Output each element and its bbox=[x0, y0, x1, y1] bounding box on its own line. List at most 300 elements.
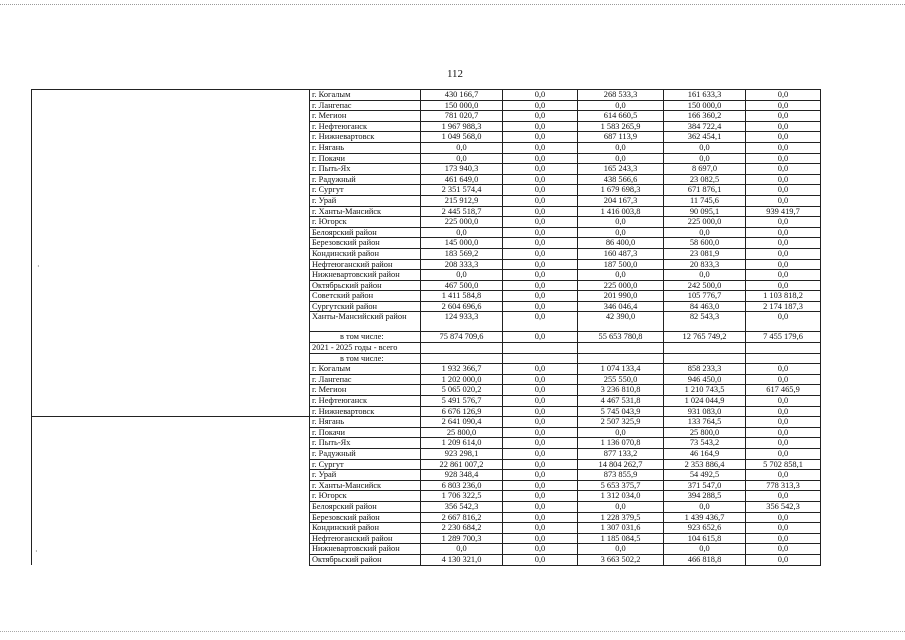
value-cell-c5: 0,0 bbox=[746, 512, 821, 523]
value-cell-c3: 42 390,0 bbox=[578, 312, 664, 332]
value-cell-c3: 3 236 810,8 bbox=[578, 385, 664, 396]
value-cell-total: 1 049 568,0 bbox=[421, 132, 503, 143]
value-cell-c4: 23 081,9 bbox=[664, 248, 746, 259]
blank-column-cell bbox=[32, 90, 310, 101]
value-cell-c2: 0,0 bbox=[503, 206, 578, 217]
row-name-cell: Нефтеюганский район bbox=[310, 533, 421, 544]
value-cell-c4: 73 543,2 bbox=[664, 438, 746, 449]
value-cell-c3: 55 653 780,8 bbox=[578, 332, 664, 343]
row-name-cell: в том числе: bbox=[310, 332, 421, 343]
scan-bottom-edge bbox=[0, 631, 905, 632]
value-cell-c3: 255 550,0 bbox=[578, 374, 664, 385]
row-name-cell: г. Лангепас bbox=[310, 100, 421, 111]
table-row bbox=[32, 364, 821, 375]
value-cell-c5: 0,0 bbox=[746, 491, 821, 502]
value-cell-c5: 0,0 bbox=[746, 248, 821, 259]
value-cell-c5: 939 419,7 bbox=[746, 206, 821, 217]
value-cell-c3: 0,0 bbox=[578, 153, 664, 164]
value-cell-c5 bbox=[746, 353, 821, 364]
blank-column-cell bbox=[32, 227, 310, 238]
value-cell-c2: 0,0 bbox=[503, 332, 578, 343]
value-cell-c2: 0,0 bbox=[503, 374, 578, 385]
value-cell-c5: 0,0 bbox=[746, 533, 821, 544]
value-cell-total: 215 912,9 bbox=[421, 195, 503, 206]
value-cell-c2: 0,0 bbox=[503, 195, 578, 206]
table-row bbox=[32, 100, 821, 111]
value-cell-c4: 0,0 bbox=[664, 153, 746, 164]
blank-column-cell bbox=[32, 153, 310, 164]
row-name-cell: Сургутский район bbox=[310, 301, 421, 312]
blank-column-cell bbox=[32, 554, 310, 565]
blank-column-cell bbox=[32, 533, 310, 544]
value-cell-c5: 0,0 bbox=[746, 238, 821, 249]
blank-column-cell bbox=[32, 301, 310, 312]
row-name-cell: Ханты-Мансийский район bbox=[310, 312, 421, 332]
blank-column-cell bbox=[32, 332, 310, 343]
value-cell-c4: 54 492,5 bbox=[664, 470, 746, 481]
value-cell-c4: 133 764,5 bbox=[664, 417, 746, 428]
blank-column-cell bbox=[32, 512, 310, 523]
table-row bbox=[32, 142, 821, 153]
table-row bbox=[32, 291, 821, 302]
value-cell-c2: 0,0 bbox=[503, 227, 578, 238]
value-cell-c2: 0,0 bbox=[503, 406, 578, 417]
table-row bbox=[32, 554, 821, 565]
scan-top-edge bbox=[0, 4, 905, 5]
table-row bbox=[32, 374, 821, 385]
value-cell-c5: 0,0 bbox=[746, 259, 821, 270]
value-cell-c5: 0,0 bbox=[746, 100, 821, 111]
value-cell-c3: 5 745 043,9 bbox=[578, 406, 664, 417]
value-cell-total bbox=[421, 353, 503, 364]
blank-column-cell bbox=[32, 523, 310, 534]
value-cell-c4: 858 233,3 bbox=[664, 364, 746, 375]
value-cell-c4: 2 353 886,4 bbox=[664, 459, 746, 470]
value-cell-c3: 873 855,9 bbox=[578, 470, 664, 481]
row-name-cell: г. Нефтеюганск bbox=[310, 121, 421, 132]
value-cell-c2: 0,0 bbox=[503, 217, 578, 228]
value-cell-c4: 0,0 bbox=[664, 270, 746, 281]
value-cell-c5: 0,0 bbox=[746, 217, 821, 228]
value-cell-c5: 0,0 bbox=[746, 195, 821, 206]
value-cell-c3: 5 653 375,7 bbox=[578, 480, 664, 491]
value-cell-c3: 1 136 070,8 bbox=[578, 438, 664, 449]
value-cell-c2: 0,0 bbox=[503, 174, 578, 185]
row-name-cell: г. Когалым bbox=[310, 364, 421, 375]
value-cell-c3: 165 243,3 bbox=[578, 164, 664, 175]
value-cell-c3: 687 113,9 bbox=[578, 132, 664, 143]
value-cell-c2: 0,0 bbox=[503, 90, 578, 101]
value-cell-c5: 0,0 bbox=[746, 470, 821, 481]
row-name-cell: Березовский район bbox=[310, 512, 421, 523]
value-cell-c2: 0,0 bbox=[503, 449, 578, 460]
table-row bbox=[32, 523, 821, 534]
value-cell-c5: 356 542,3 bbox=[746, 501, 821, 512]
value-cell-c4: 1 439 436,7 bbox=[664, 512, 746, 523]
value-cell-c3 bbox=[578, 353, 664, 364]
value-cell-total: 1 411 584,8 bbox=[421, 291, 503, 302]
value-cell-c5: 0,0 bbox=[746, 406, 821, 417]
value-cell-c5: 0,0 bbox=[746, 427, 821, 438]
value-cell-total: 356 542,3 bbox=[421, 501, 503, 512]
value-cell-c5: 0,0 bbox=[746, 90, 821, 101]
value-cell-c4: 384 722,4 bbox=[664, 121, 746, 132]
row-name-cell: Кондинский район bbox=[310, 523, 421, 534]
value-cell-c5: 0,0 bbox=[746, 121, 821, 132]
value-cell-c2: 0,0 bbox=[503, 301, 578, 312]
blank-column-cell bbox=[32, 364, 310, 375]
value-cell-c5: 0,0 bbox=[746, 438, 821, 449]
value-cell-c2: 0,0 bbox=[503, 364, 578, 375]
value-cell-total: 2 604 696,6 bbox=[421, 301, 503, 312]
value-cell-c3: 204 167,3 bbox=[578, 195, 664, 206]
row-name-cell: г. Урай bbox=[310, 195, 421, 206]
value-cell-c2: 0,0 bbox=[503, 291, 578, 302]
blank-column-cell bbox=[32, 491, 310, 502]
value-cell-total: 781 020,7 bbox=[421, 111, 503, 122]
value-cell-total: 225 000,0 bbox=[421, 217, 503, 228]
table-row bbox=[32, 491, 821, 502]
value-cell-c4: 90 095,1 bbox=[664, 206, 746, 217]
value-cell-c2: 0,0 bbox=[503, 554, 578, 565]
value-cell-c3: 1 185 084,5 bbox=[578, 533, 664, 544]
table-row bbox=[32, 396, 821, 407]
value-cell-c5: 0,0 bbox=[746, 449, 821, 460]
value-cell-total: 0,0 bbox=[421, 153, 503, 164]
value-cell-total: 5 065 020,2 bbox=[421, 385, 503, 396]
value-cell-total: 1 706 322,5 bbox=[421, 491, 503, 502]
value-cell-c2: 0,0 bbox=[503, 100, 578, 111]
value-cell-c5: 617 465,9 bbox=[746, 385, 821, 396]
table-row bbox=[32, 533, 821, 544]
row-name-cell: Нефтеюганский район bbox=[310, 259, 421, 270]
value-cell-total: 0,0 bbox=[421, 227, 503, 238]
value-cell-c3: 2 507 325,9 bbox=[578, 417, 664, 428]
value-cell-total: 1 932 366,7 bbox=[421, 364, 503, 375]
table-row bbox=[32, 206, 821, 217]
blank-column-cell bbox=[32, 417, 310, 428]
value-cell-total: 2 641 090,4 bbox=[421, 417, 503, 428]
row-name-cell: г. Лангепас bbox=[310, 374, 421, 385]
value-cell-c4: 931 083,0 bbox=[664, 406, 746, 417]
blank-column-cell bbox=[32, 270, 310, 281]
value-cell-c2: 0,0 bbox=[503, 544, 578, 555]
value-cell-c2: 0,0 bbox=[503, 238, 578, 249]
value-cell-c5: 0,0 bbox=[746, 270, 821, 281]
value-cell-c3: 614 660,5 bbox=[578, 111, 664, 122]
value-cell-c4: 20 833,3 bbox=[664, 259, 746, 270]
page-number: 112 bbox=[446, 68, 464, 80]
blank-column-cell bbox=[32, 121, 310, 132]
value-cell-c4: 671 876,1 bbox=[664, 185, 746, 196]
table-row bbox=[32, 121, 821, 132]
value-cell-c4: 1 024 044,9 bbox=[664, 396, 746, 407]
value-cell-c4: 84 463,0 bbox=[664, 301, 746, 312]
value-cell-total: 0,0 bbox=[421, 544, 503, 555]
value-cell-c4: 371 547,0 bbox=[664, 480, 746, 491]
value-cell-c5: 5 702 858,1 bbox=[746, 459, 821, 470]
value-cell-total: 923 298,1 bbox=[421, 449, 503, 460]
value-cell-c5: 0,0 bbox=[746, 364, 821, 375]
row-name-cell: г. Нефтеюганск bbox=[310, 396, 421, 407]
row-name-cell: г. Пыть-Ях bbox=[310, 438, 421, 449]
table-row bbox=[32, 512, 821, 523]
value-cell-c3: 438 566,6 bbox=[578, 174, 664, 185]
value-cell-c4: 12 765 749,2 bbox=[664, 332, 746, 343]
blank-column-cell bbox=[32, 438, 310, 449]
row-name-cell: г. Ханты-Мансийск bbox=[310, 206, 421, 217]
value-cell-c2: 0,0 bbox=[503, 523, 578, 534]
value-cell-c5: 1 103 818,2 bbox=[746, 291, 821, 302]
value-cell-c5: 0,0 bbox=[746, 227, 821, 238]
value-cell-c2: 0,0 bbox=[503, 280, 578, 291]
value-cell-c5: 0,0 bbox=[746, 153, 821, 164]
value-cell-c4: 466 818,8 bbox=[664, 554, 746, 565]
value-cell-total: 2 230 684,2 bbox=[421, 523, 503, 534]
value-cell-total: 1 202 000,0 bbox=[421, 374, 503, 385]
value-cell-c2: 0,0 bbox=[503, 480, 578, 491]
table-row bbox=[32, 449, 821, 460]
blank-column-cell bbox=[32, 353, 310, 364]
value-cell-total: 1 289 700,3 bbox=[421, 533, 503, 544]
value-cell-c4: 82 543,3 bbox=[664, 312, 746, 332]
value-cell-c3: 1 416 003,8 bbox=[578, 206, 664, 217]
value-cell-c4: 105 776,7 bbox=[664, 291, 746, 302]
value-cell-c4: 0,0 bbox=[664, 501, 746, 512]
value-cell-c2: 0,0 bbox=[503, 512, 578, 523]
value-cell-c3: 0,0 bbox=[578, 501, 664, 512]
value-cell-c2: 0,0 bbox=[503, 427, 578, 438]
value-cell-c5: 0,0 bbox=[746, 185, 821, 196]
value-cell-c3: 0,0 bbox=[578, 142, 664, 153]
blank-column-cell bbox=[32, 217, 310, 228]
row-name-cell: Березовский район bbox=[310, 238, 421, 249]
row-name-cell: Кондинский район bbox=[310, 248, 421, 259]
value-cell-c2: 0,0 bbox=[503, 459, 578, 470]
row-name-cell: г. Нягань bbox=[310, 417, 421, 428]
value-cell-c5: 0,0 bbox=[746, 374, 821, 385]
row-name-cell: г. Югорск bbox=[310, 491, 421, 502]
table-row bbox=[32, 259, 821, 270]
value-cell-c5: 0,0 bbox=[746, 523, 821, 534]
value-cell-c5: 0,0 bbox=[746, 111, 821, 122]
value-cell-c2: 0,0 bbox=[503, 491, 578, 502]
table-row bbox=[32, 270, 821, 281]
value-cell-c5: 0,0 bbox=[746, 280, 821, 291]
value-cell-c4: 0,0 bbox=[664, 544, 746, 555]
table-row bbox=[32, 185, 821, 196]
value-cell-c3: 201 990,0 bbox=[578, 291, 664, 302]
value-cell-c4: 1 210 743,5 bbox=[664, 385, 746, 396]
value-cell-c2: 0,0 bbox=[503, 132, 578, 143]
row-name-cell: г. Покачи bbox=[310, 427, 421, 438]
value-cell-c5: 0,0 bbox=[746, 554, 821, 565]
value-cell-c4: 394 288,5 bbox=[664, 491, 746, 502]
value-cell-c4: 362 454,1 bbox=[664, 132, 746, 143]
value-cell-total: 150 000,0 bbox=[421, 100, 503, 111]
blank-column-cell bbox=[32, 132, 310, 143]
row-name-cell: г. Нижневартовск bbox=[310, 132, 421, 143]
value-cell-c3: 268 533,3 bbox=[578, 90, 664, 101]
value-cell-total: 1 209 614,0 bbox=[421, 438, 503, 449]
value-cell-c5: 2 174 187,3 bbox=[746, 301, 821, 312]
blank-column-cell bbox=[32, 291, 310, 302]
table-row bbox=[32, 438, 821, 449]
value-cell-c5: 0,0 bbox=[746, 396, 821, 407]
value-cell-c4: 11 745,6 bbox=[664, 195, 746, 206]
table-row bbox=[32, 343, 821, 354]
value-cell-c4: 946 450,0 bbox=[664, 374, 746, 385]
table-row bbox=[32, 227, 821, 238]
table-row bbox=[32, 427, 821, 438]
value-cell-c3: 0,0 bbox=[578, 100, 664, 111]
row-name-cell: г. Радужный bbox=[310, 174, 421, 185]
blank-column-cell bbox=[32, 480, 310, 491]
blank-column-cell bbox=[32, 312, 310, 332]
blank-column-cell bbox=[32, 544, 310, 555]
value-cell-c3: 0,0 bbox=[578, 217, 664, 228]
value-cell-c5: 0,0 bbox=[746, 417, 821, 428]
row-name-cell: г. Мегион bbox=[310, 385, 421, 396]
blank-column-cell bbox=[32, 174, 310, 185]
blank-column-cell bbox=[32, 459, 310, 470]
value-cell-total: 2 667 816,2 bbox=[421, 512, 503, 523]
row-name-cell: в том числе: bbox=[310, 353, 421, 364]
value-cell-total: 2 445 518,7 bbox=[421, 206, 503, 217]
table-row bbox=[32, 417, 821, 428]
blank-column-cell bbox=[32, 427, 310, 438]
blank-column-cell bbox=[32, 406, 310, 417]
row-name-cell: Белоярский район bbox=[310, 227, 421, 238]
value-cell-total: 430 166,7 bbox=[421, 90, 503, 101]
value-cell-total: 208 333,3 bbox=[421, 259, 503, 270]
value-cell-c5: 7 455 179,6 bbox=[746, 332, 821, 343]
value-cell-c3: 0,0 bbox=[578, 227, 664, 238]
value-cell-c3: 877 133,2 bbox=[578, 449, 664, 460]
row-name-cell: г. Сургут bbox=[310, 459, 421, 470]
row-name-cell: г. Нижневартовск bbox=[310, 406, 421, 417]
value-cell-total: 467 500,0 bbox=[421, 280, 503, 291]
value-cell-c4: 0,0 bbox=[664, 142, 746, 153]
table-row bbox=[32, 480, 821, 491]
row-name-cell: г. Ханты-Мансийск bbox=[310, 480, 421, 491]
row-name-cell: г. Мегион bbox=[310, 111, 421, 122]
table-row bbox=[32, 195, 821, 206]
table-row bbox=[32, 301, 821, 312]
value-cell-c2: 0,0 bbox=[503, 396, 578, 407]
blank-column-cell bbox=[32, 501, 310, 512]
value-cell-c4: 161 633,3 bbox=[664, 90, 746, 101]
value-cell-total: 0,0 bbox=[421, 142, 503, 153]
value-cell-c3: 1 312 034,0 bbox=[578, 491, 664, 502]
blank-column-cell bbox=[32, 142, 310, 153]
value-cell-c4 bbox=[664, 343, 746, 354]
value-cell-c2: 0,0 bbox=[503, 111, 578, 122]
value-cell-c3: 4 467 531,8 bbox=[578, 396, 664, 407]
value-cell-total: 183 569,2 bbox=[421, 248, 503, 259]
value-cell-c4: 225 000,0 bbox=[664, 217, 746, 228]
table-row bbox=[32, 385, 821, 396]
table-row bbox=[32, 332, 821, 343]
value-cell-c2: 0,0 bbox=[503, 164, 578, 175]
value-cell-c4: 242 500,0 bbox=[664, 280, 746, 291]
table-row bbox=[32, 238, 821, 249]
value-cell-c4: 58 600,0 bbox=[664, 238, 746, 249]
value-cell-c3: 346 046,4 bbox=[578, 301, 664, 312]
value-cell-c2 bbox=[503, 343, 578, 354]
table-row bbox=[32, 353, 821, 364]
row-name-cell: г. Урай bbox=[310, 470, 421, 481]
table-row bbox=[32, 459, 821, 470]
scan-mark: · bbox=[35, 547, 38, 556]
value-cell-c2: 0,0 bbox=[503, 501, 578, 512]
table-row bbox=[32, 501, 821, 512]
value-cell-c2: 0,0 bbox=[503, 248, 578, 259]
table-row bbox=[32, 312, 821, 332]
table-row bbox=[32, 280, 821, 291]
value-cell-c3: 3 663 502,2 bbox=[578, 554, 664, 565]
scan-mark: · bbox=[37, 262, 40, 271]
value-cell-total: 928 348,4 bbox=[421, 470, 503, 481]
value-cell-total: 461 649,0 bbox=[421, 174, 503, 185]
value-cell-c2: 0,0 bbox=[503, 438, 578, 449]
value-cell-c3: 1 583 265,9 bbox=[578, 121, 664, 132]
row-name-cell: г. Югорск bbox=[310, 217, 421, 228]
row-name-cell: г. Нягань bbox=[310, 142, 421, 153]
value-cell-total: 173 940,3 bbox=[421, 164, 503, 175]
value-cell-c5: 0,0 bbox=[746, 142, 821, 153]
value-cell-c3: 1 307 031,6 bbox=[578, 523, 664, 534]
value-cell-c4: 104 615,8 bbox=[664, 533, 746, 544]
value-cell-c2: 0,0 bbox=[503, 533, 578, 544]
budget-table bbox=[31, 89, 821, 566]
value-cell-c2: 0,0 bbox=[503, 259, 578, 270]
value-cell-total: 5 491 576,7 bbox=[421, 396, 503, 407]
value-cell-c3: 1 228 379,5 bbox=[578, 512, 664, 523]
value-cell-total: 1 967 988,3 bbox=[421, 121, 503, 132]
value-cell-c3 bbox=[578, 343, 664, 354]
row-name-cell: Октябрьский район bbox=[310, 280, 421, 291]
value-cell-c3: 0,0 bbox=[578, 544, 664, 555]
value-cell-c5: 0,0 bbox=[746, 164, 821, 175]
table-row bbox=[32, 132, 821, 143]
value-cell-c4: 150 000,0 bbox=[664, 100, 746, 111]
value-cell-c2: 0,0 bbox=[503, 142, 578, 153]
value-cell-c2: 0,0 bbox=[503, 417, 578, 428]
row-name-cell: г. Пыть-Ях bbox=[310, 164, 421, 175]
row-name-cell: Белоярский район bbox=[310, 501, 421, 512]
blank-column-cell bbox=[32, 374, 310, 385]
row-name-cell: г. Радужный bbox=[310, 449, 421, 460]
value-cell-c3: 0,0 bbox=[578, 427, 664, 438]
table-row bbox=[32, 248, 821, 259]
value-cell-total: 2 351 574,4 bbox=[421, 185, 503, 196]
blank-column-cell bbox=[32, 449, 310, 460]
row-name-cell: Нижневартовский район bbox=[310, 544, 421, 555]
blank-column-cell bbox=[32, 385, 310, 396]
row-name-cell: Нижневартовский район bbox=[310, 270, 421, 281]
table-row bbox=[32, 164, 821, 175]
value-cell-total: 6 676 126,9 bbox=[421, 406, 503, 417]
blank-column-cell bbox=[32, 100, 310, 111]
table-row bbox=[32, 111, 821, 122]
value-cell-c4: 166 360,2 bbox=[664, 111, 746, 122]
row-name-cell: г. Сургут bbox=[310, 185, 421, 196]
row-name-cell: 2021 - 2025 годы - всего bbox=[310, 343, 421, 354]
value-cell-total: 0,0 bbox=[421, 270, 503, 281]
value-cell-total: 124 933,3 bbox=[421, 312, 503, 332]
value-cell-c2: 0,0 bbox=[503, 185, 578, 196]
